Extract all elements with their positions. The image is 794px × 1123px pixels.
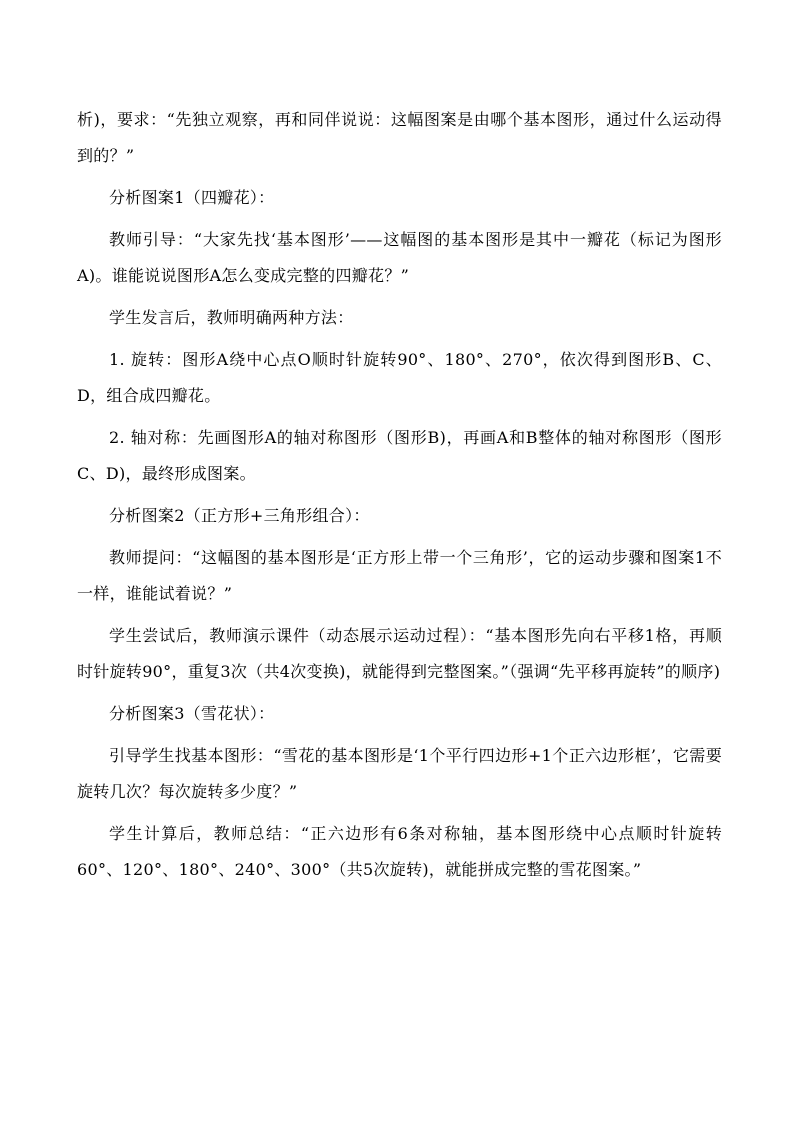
paragraph-teacher-question: 教师提问：“这幅图的基本图形是‘正方形上带一个三角形’，它的运动步骤和图案1不一样，谁能试着说？” [77,548,722,603]
paragraph-pattern2-heading: 分析图案2（正方形+三角形组合）： [109,506,370,525]
paragraph-student-response: 学生发言后，教师明确两种方法： [109,308,354,327]
paragraph-pattern3-heading: 分析图案3（雪花状）： [109,704,275,723]
paragraph-guide-basic-shape: 引导学生找基本图形：“雪花的基本图形是‘1个平行四边形+1个正六边形框’，它需要旋转几次？每次旋转多少度？” [77,746,722,801]
paragraph-method-axis-symmetry: 2. 轴对称：先画图形A的轴对称图形（图形B)，再画A和B整体的轴对称图形（图形C、D)，最终形成图案。 [77,428,722,483]
paragraph-teacher-guide: 教师引导：“大家先找‘基本图形’——这幅图的基本图形是其中一瓣花（标记为图形A)。谁能说说图形A怎么变成完整的四瓣花？” [77,230,722,285]
paragraph-continuation: 析)，要求：“先独立观察，再和同伴说说：这幅图案是由哪个基本图形，通过什么运动得到的？” [77,110,722,165]
paragraph-pattern1-heading: 分析图案1（四瓣花）： [109,188,275,207]
document-body [77,102,722,894]
paragraph-teacher-demo: 学生尝试后，教师演示课件（动态展示运动过程）：“基本图形先向右平移1格，再顺时针旋转90°，重复3次（共4次变换)，就能得到完整图案。”（强调“先平移再旋转”的顺序) [77,626,722,681]
paragraph-teacher-summary: 学生计算后，教师总结：“正六边形有6条对称轴，基本图形绕中心点顺时针旋转60°、120°、180°、240°、300°（共5次旋转)，就能拼成完整的雪花图案。” [77,824,722,879]
paragraph-method-rotation: 1. 旋转：图形A绕中心点O顺时针旋转90°、180°、270°，依次得到图形B、C、D，组合成四瓣花。 [77,350,722,405]
